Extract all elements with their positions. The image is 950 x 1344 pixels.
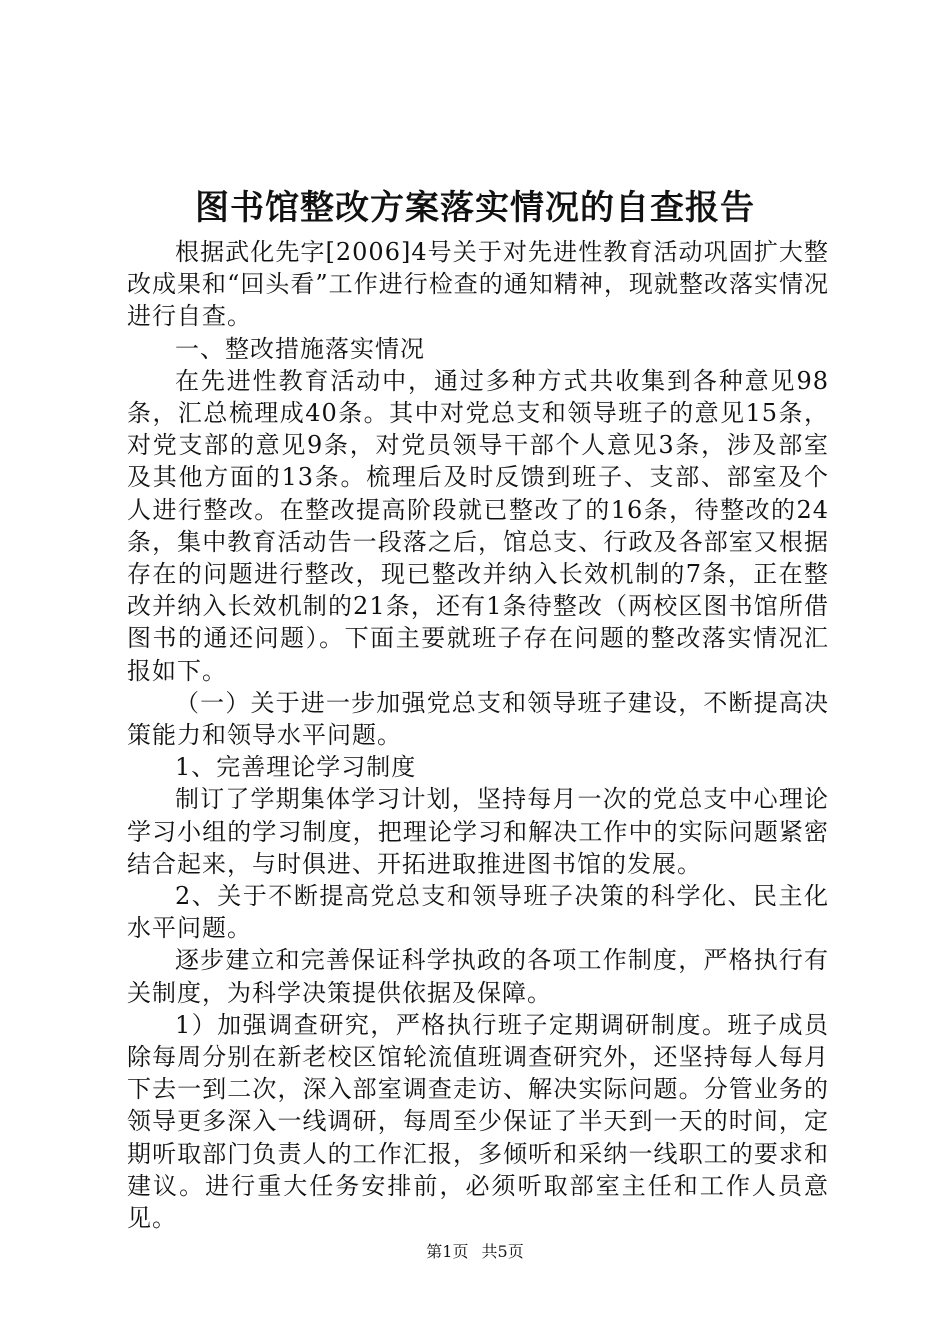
document-body <box>127 236 829 1234</box>
paragraph-summary: 在先进性教育活动中，通过多种方式共收集到各种意见98条，汇总梳理成40条。其中对党总支和领导班子的意见15条，对党支部的意见9条，对党员领导干部个人意见3条，涉及部室及其他方面的13条。梳理后及时反馈到班子、支部、部室及个人进行整改。在整改提高阶段就已整改了的16条，待整改的24条，集中教育活动告一段落之后，馆总支、行政及各部室又根据存在的问题进行整改，现已整改并纳入长效机制的7条，正在整改并纳入长效机制的21条，还有1条待整改（两校区图书馆所借图书的通还问题）。下面主要就班子存在问题的整改落实情况汇报如下。 <box>127 366 829 685</box>
paragraph-intro: 根据武化先字[2006]4号关于对先进性教育活动巩固扩大整改成果和“回头看”工作进行检查的通知精神，现就整改落实情况进行自查。 <box>127 238 829 331</box>
paragraph-item-2: 逐步建立和完善保证科学执政的各项工作制度，严格执行有关制度，为科学决策提供依据及保障。 <box>127 946 829 1007</box>
page-number: 第1页 <box>426 1242 469 1261</box>
paragraph-item-1: 制订了学期集体学习计划，坚持每月一次的党总支中心理论学习小组的学习制度，把理论学习和解决工作中的实际问题紧密结合起来，与时俱进、开拓进取推进图书馆的发展。 <box>127 785 829 878</box>
heading-subsection-1: （一）关于进一步加强党总支和领导班子建设，不断提高决策能力和领导水平问题。 <box>127 688 829 750</box>
heading-item-2: 2、关于不断提高党总支和领导班子决策的科学化、民主化水平问题。 <box>127 882 829 943</box>
heading-item-1: 1、完善理论学习制度 <box>175 753 417 782</box>
page-total: 共5页 <box>481 1242 524 1261</box>
page-footer <box>0 1242 950 1262</box>
paragraph-item-2-1: 1）加强调查研究，严格执行班子定期调研制度。班子成员除每周分别在新老校区馆轮流值班调查研究外，还坚持每人每月下去一到二次，深入部室调查走访、解决实际问题。分管业务的领导更多深入一线调研，每周至少保证了半天到一天的时间，定期听取部门负责人的工作汇报，多倾听和采纳一线职工的要求和建议。进行重大任务安排前，必须听取部室主任和工作人员意见。 <box>127 1010 829 1233</box>
document-title: 图书馆整改方案落实情况的自查报告 <box>195 188 755 228</box>
heading-section-1: 一、整改措施落实情况 <box>175 334 425 363</box>
